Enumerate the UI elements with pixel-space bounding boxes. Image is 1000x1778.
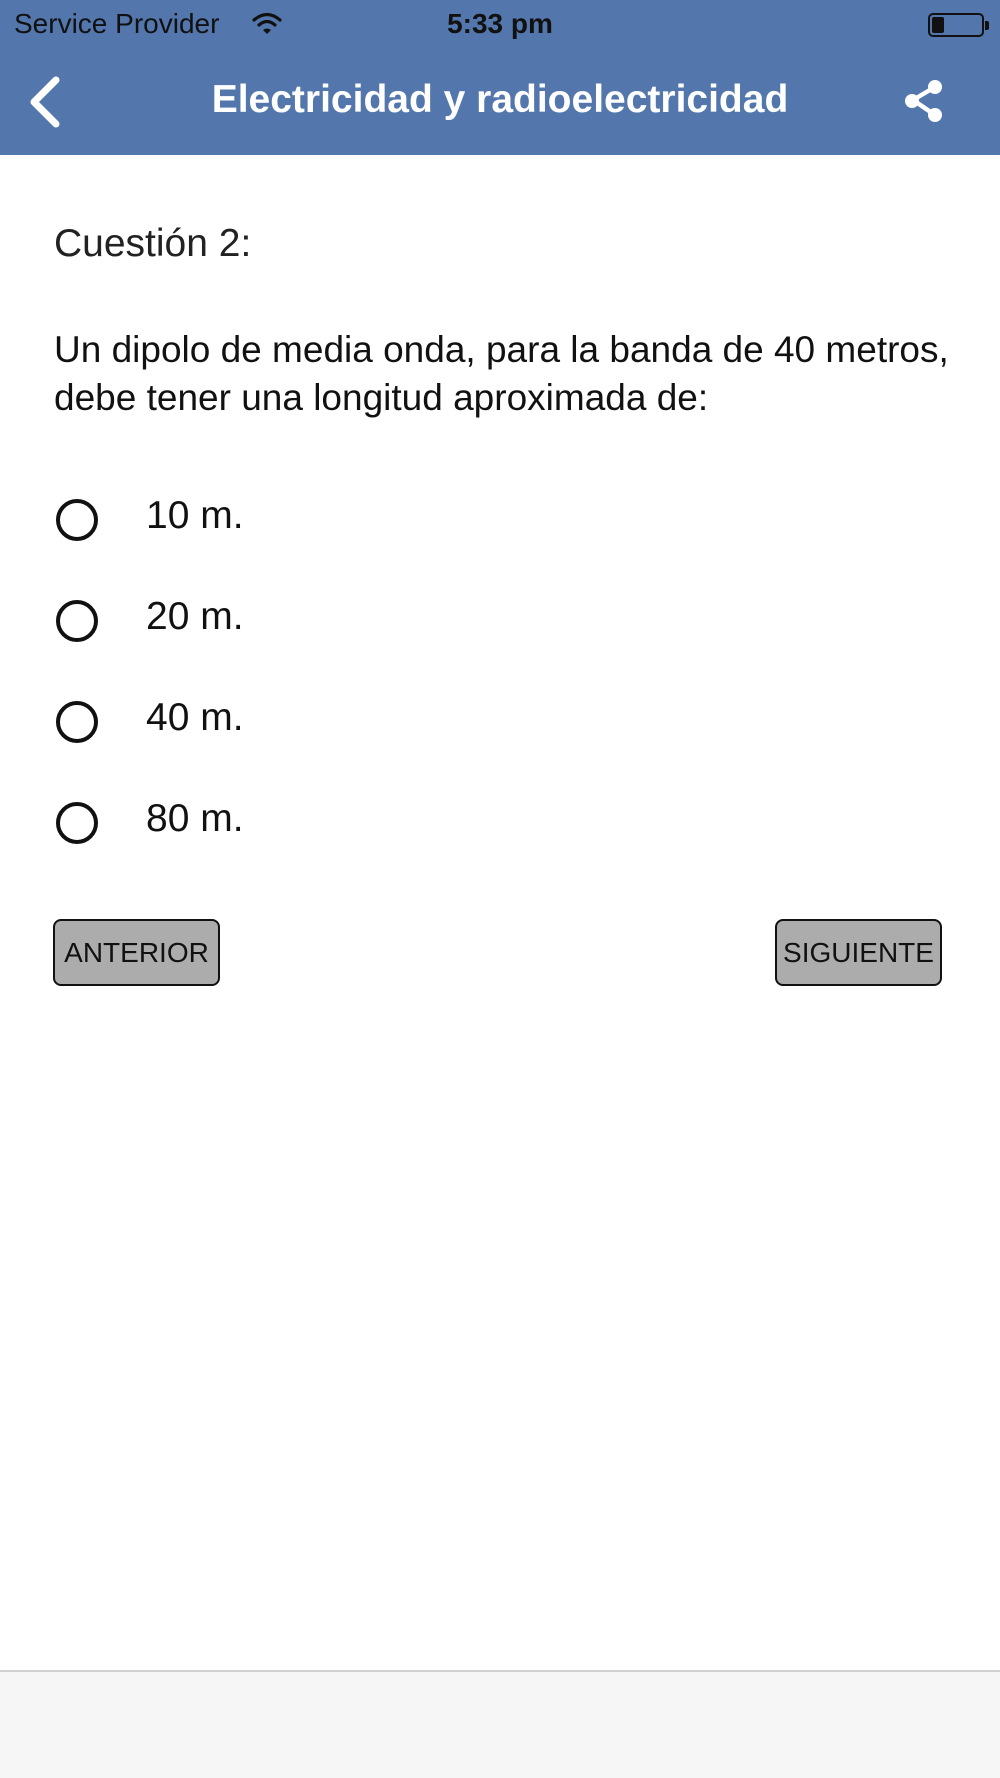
next-button[interactable]: SIGUIENTE: [775, 919, 942, 986]
bottom-bar: [0, 1670, 1000, 1778]
share-button[interactable]: [900, 77, 950, 127]
status-bar: [0, 0, 1000, 50]
navigation-bar: [0, 50, 1000, 155]
answer-option[interactable]: [54, 771, 754, 872]
radio-button[interactable]: [56, 499, 98, 541]
answer-option[interactable]: [54, 468, 754, 569]
answer-options: [54, 468, 754, 872]
chevron-left-icon: [22, 72, 72, 132]
option-label: 40 m.: [146, 696, 244, 739]
radio-button[interactable]: [56, 600, 98, 642]
question-area: [54, 222, 954, 422]
answer-option[interactable]: [54, 569, 754, 670]
radio-button[interactable]: [56, 701, 98, 743]
share-icon: [900, 77, 950, 127]
option-label: 80 m.: [146, 797, 244, 840]
battery-icon: [928, 13, 984, 37]
battery-nub: [985, 21, 989, 30]
question-text: Un dipolo de media onda, para la banda de 40 metros, debe tener una longitud aproximada de:: [54, 329, 949, 418]
back-button[interactable]: [22, 72, 72, 132]
radio-button[interactable]: [56, 802, 98, 844]
carrier-label: Service Provider: [14, 8, 220, 39]
clock: 5:33 pm: [447, 8, 553, 39]
question-number: Cuestión 2:: [54, 222, 252, 265]
answer-option[interactable]: [54, 670, 754, 771]
previous-button[interactable]: ANTERIOR: [53, 919, 220, 986]
option-label: 20 m.: [146, 595, 244, 638]
top-bar: [0, 0, 1000, 155]
page-title: Electricidad y radioelectricidad: [211, 78, 789, 121]
option-label: 10 m.: [146, 494, 244, 537]
battery-level: [932, 17, 944, 33]
